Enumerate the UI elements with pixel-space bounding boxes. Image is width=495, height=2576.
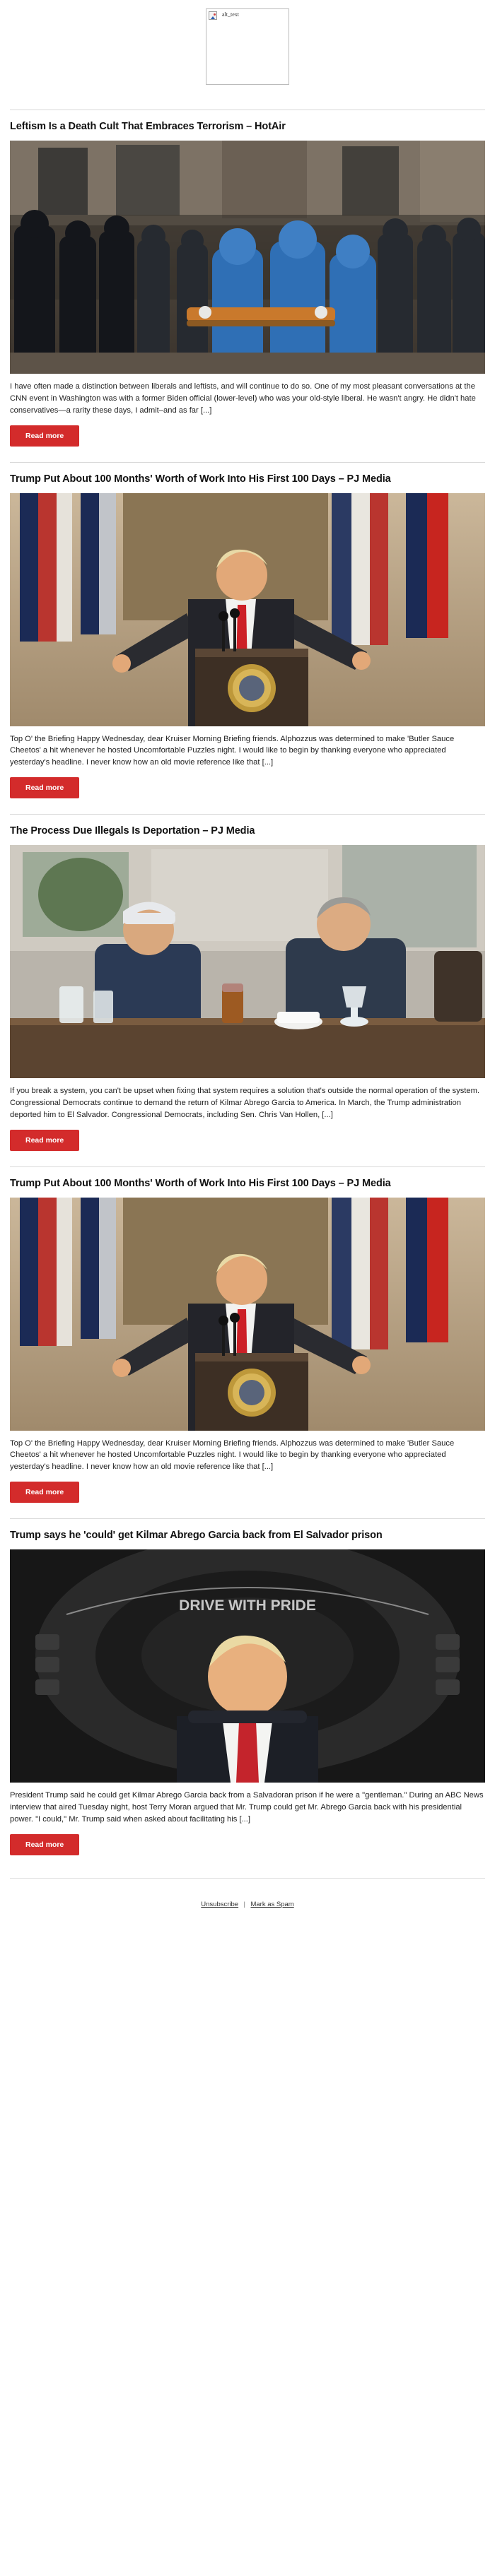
divider xyxy=(10,462,485,463)
article-item xyxy=(0,1177,495,1508)
broken-image-alt-text: alt_text xyxy=(222,11,239,18)
divider xyxy=(10,814,485,815)
article-excerpt: If you break a system, you can't be upset when fixing that system requires a solution that's outside the normal operation of the system. Congressional Democrats continue to demand the return of Kilmar Abrego Garcia to America. In March, the Trump administration deported him to El Salvador. Congressional Democrats, including Sen. Chris Van Hollen, [...] xyxy=(10,1087,480,1119)
header-image-container xyxy=(0,0,495,98)
article-item xyxy=(0,473,495,803)
article-image[interactable] xyxy=(10,493,485,726)
divider xyxy=(10,1166,485,1167)
footer xyxy=(10,1878,485,1921)
read-more-button[interactable]: Read more xyxy=(10,1834,79,1855)
read-more-button[interactable]: Read more xyxy=(10,1482,79,1503)
footer-separator: | xyxy=(243,1900,246,1908)
article-title[interactable]: Trump Put About 100 Months' Worth of Work Into His First 100 Days – PJ Media xyxy=(10,1177,391,1189)
article-image[interactable] xyxy=(10,1549,485,1783)
read-more-button[interactable]: Read more xyxy=(10,1130,79,1151)
article-image[interactable] xyxy=(10,1198,485,1431)
svg-text:DRIVE WITH PRIDE: DRIVE WITH PRIDE xyxy=(179,1597,316,1614)
article-image[interactable] xyxy=(10,141,485,374)
article-item xyxy=(0,120,495,451)
read-more-button[interactable]: Read more xyxy=(10,425,79,447)
article-excerpt: Top O' the Briefing Happy Wednesday, dear Kruiser Morning Briefing friends. Alphozzus was determined to make 'Butler Sauce Cheetos' a hit whenever he hosted Uncomfortable Puzzles night. I would like to begin by thanking everyone who appreciated yesterday's headline. I never know how an old movie reference like that [...] xyxy=(10,734,455,767)
article-title[interactable]: Leftism Is a Death Cult That Embraces Terrorism – HotAir xyxy=(10,121,286,132)
article-excerpt: Top O' the Briefing Happy Wednesday, dear Kruiser Morning Briefing friends. Alphozzus was determined to make 'Butler Sauce Cheetos' a hit whenever he hosted Uncomfortable Puzzles night. I would like to begin by thanking everyone who appreciated yesterday's headline. I never know how an old movie reference like that [...] xyxy=(10,1438,455,1472)
broken-image-icon xyxy=(209,11,217,20)
article-title[interactable]: Trump says he 'could' get Kilmar Abrego Garcia back from El Salvador prison xyxy=(10,1530,383,1542)
article-item xyxy=(0,1529,495,1860)
article-title[interactable]: Trump Put About 100 Months' Worth of Work Into His First 100 Days – PJ Media xyxy=(10,473,391,485)
read-more-button[interactable]: Read more xyxy=(10,777,79,798)
article-item xyxy=(0,825,495,1155)
unsubscribe-link[interactable]: Unsubscribe xyxy=(201,1900,239,1908)
article-excerpt: I have often made a distinction between liberals and leftists, and will continue to do so. One of my most pleasant conversations at the CNN event in Washington was with a former Biden official (lower-level) who was your old-style liberal. He wasn't angry. He didn't hate conservatives—a rarity these days, I admit–and as far [...] xyxy=(10,382,476,415)
divider xyxy=(10,1518,485,1519)
broken-image-placeholder xyxy=(206,8,289,85)
article-image[interactable] xyxy=(10,845,485,1078)
mark-as-spam-link[interactable]: Mark as Spam xyxy=(250,1900,294,1908)
article-title[interactable]: The Process Due Illegals Is Deportation – PJ Media xyxy=(10,825,255,837)
article-excerpt: President Trump said he could get Kilmar Abrego Garcia back from a Salvadoran prison if he were a "gentleman." During an ABC News interview that aired Tuesday night, host Terry Moran argued that Mr. Trump could get Mr. Abrego Garcia back with his presidential power. "I could," Mr. Trump said when asked about facilitating his [...] xyxy=(10,1791,484,1824)
